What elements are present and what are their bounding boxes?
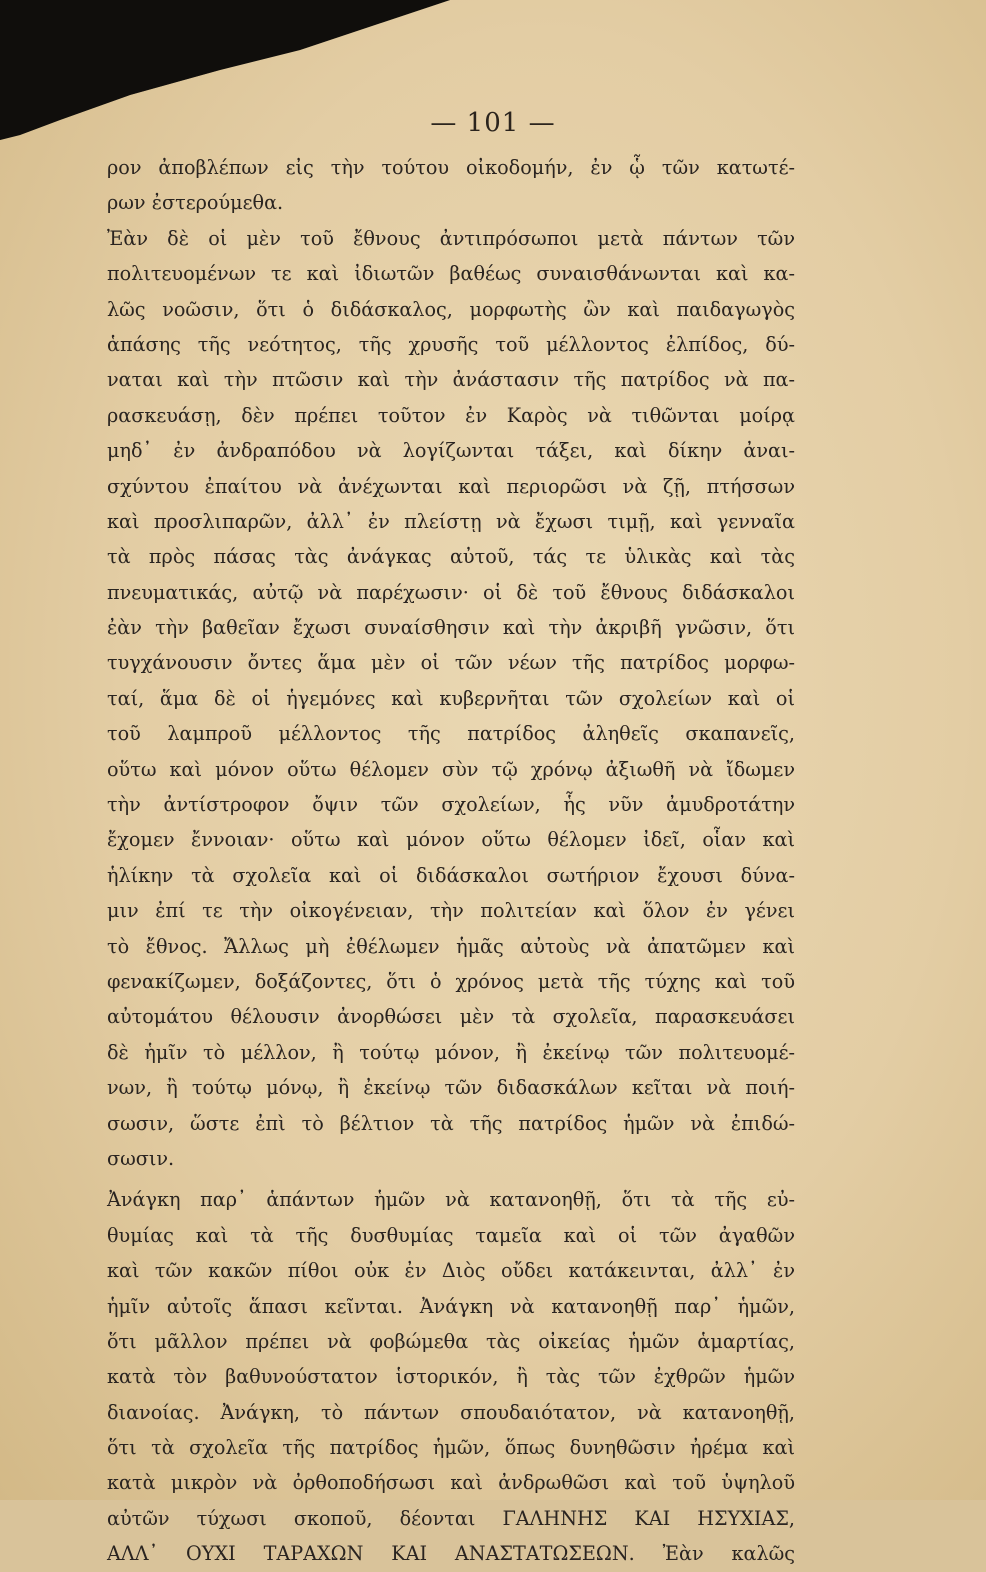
- text-line: λῶς νοῶσιν, ὅτι ὁ διδάσκαλος, μορφωτὴς ὢν καὶ παιδαγωγὸς: [107, 297, 795, 321]
- page-number: — 101 —: [430, 108, 556, 138]
- text-line: τοῦ λαμπροῦ μέλλοντος τῆς πατρίδος ἀληθεῖς σκαπανεῖς,: [107, 722, 795, 746]
- text-line: καὶ προσλιπαρῶν, ἀλλ᾽ ἐν πλείστῃ νὰ ἔχωσι τιμῇ, καὶ γενναῖα: [107, 509, 795, 533]
- text-line: κατὰ τὸν βαθυνούστατον ἱστορικόν, ἢ τὰς τῶν ἐχθρῶν ἡμῶν: [107, 1365, 795, 1389]
- text-line: διανοίας. Ἀνάγκη, τὸ πάντων σπουδαιότατον, νὰ κατανοηθῇ,: [107, 1400, 795, 1424]
- text-line: οὕτω καὶ μόνον οὕτω θέλομεν σὺν τῷ χρόνῳ ἀξιωθῆ νὰ ἴδωμεν: [107, 757, 795, 781]
- text-line: πολιτευομένων τε καὶ ἰδιωτῶν βαθέως συναισθάνωνται καὶ κα-: [107, 262, 795, 286]
- text-line: αὐτῶν τύχωσι σκοποῦ, δέονται ΓΑΛΗΝΗΣ ΚΑΙ ΗΣΥΧΙΑΣ,: [107, 1506, 795, 1530]
- text-line: ΑΛΛ᾽ ΟΥΧΙ ΤΑΡΑΧΩΝ ΚΑΙ ΑΝΑΣΤΑΤΩΣΕΩΝ. Ἐὰν καλῶς: [107, 1542, 795, 1566]
- text-line: μιν ἐπί τε τὴν οἰκογένειαν, τὴν πολιτείαν καὶ ὅλον ἐν γένει: [107, 899, 795, 923]
- text-line: ἐὰν τὴν βαθεῖαν ἔχωσι συναίσθησιν καὶ τὴν ἀκριβῆ γνῶσιν, ὅτι: [107, 616, 795, 640]
- text-line: νων, ἢ τούτῳ μόνῳ, ἢ ἐκείνῳ τῶν διδασκάλων κεῖται νὰ ποιή-: [107, 1076, 795, 1100]
- text-line: κατὰ μικρὸν νὰ ὀρθοποδήσωσι καὶ ἀνδρωθῶσι καὶ τοῦ ὑψηλοῦ: [107, 1471, 795, 1495]
- text-line: ἔχομεν ἔννοιαν· οὕτω καὶ μόνον οὕτω θέλομεν ἰδεῖ, οἷαν καὶ: [107, 828, 795, 852]
- text-line: ἁπάσης τῆς νεότητος, τῆς χρυσῆς τοῦ μέλλοντος ἐλπίδος, δύ-: [107, 332, 795, 356]
- text-line: φενακίζωμεν, δοξάζοντες, ὅτι ὁ χρόνος μετὰ τῆς τύχης καὶ τοῦ: [107, 969, 795, 993]
- text-line: ρον ἀποβλέπων εἰς τὴν τούτου οἰκοδομήν, ἐν ᾧ τῶν κατωτέ-: [107, 156, 795, 179]
- body-text: [107, 150, 795, 1572]
- text-line: ὅτι τὰ σχολεῖα τῆς πατρίδος ἡμῶν, ὅπως δυνηθῶσιν ἠρέμα καὶ: [107, 1436, 795, 1460]
- text-line: θυμίας καὶ τὰ τῆς δυσθυμίας ταμεῖα καὶ οἱ τῶν ἀγαθῶν: [107, 1223, 795, 1247]
- text-line: σωσιν, ὥστε ἐπὶ τὸ βέλτιον τὰ τῆς πατρίδος ἡμῶν νὰ ἐπιδώ-: [107, 1111, 795, 1135]
- text-line: Ἀνάγκη παρ᾽ ἁπάντων ἡμῶν νὰ κατανοηθῇ, ὅτι τὰ τῆς εὐ-: [107, 1188, 795, 1212]
- text-line: τὸ ἔθνος. Ἄλλως μὴ ἐθέλωμεν ἡμᾶς αὐτοὺς νὰ ἀπατῶμεν καὶ: [107, 934, 795, 958]
- text-line: τὴν ἀντίστροφον ὄψιν τῶν σχολείων, ἧς νῦν ἀμυδροτάτην: [107, 793, 795, 817]
- text-line: ὅτι μᾶλλον πρέπει νὰ φοβώμεθα τὰς οἰκείας ἡμῶν ἁμαρτίας,: [107, 1329, 795, 1353]
- text-line: ἡμῖν αὐτοῖς ἅπασι κεῖνται. Ἀνάγκη νὰ κατανοηθῇ παρ᾽ ἡμῶν,: [107, 1294, 795, 1318]
- text-line: πνευματικάς, αὐτῷ νὰ παρέχωσιν· οἱ δὲ τοῦ ἔθνους διδάσκαλοι: [107, 580, 795, 604]
- text-line: τὰ πρὸς πάσας τὰς ἀνάγκας αὐτοῦ, τάς τε ὑλικὰς καὶ τὰς: [107, 545, 795, 569]
- text-line: ἡλίκην τὰ σχολεῖα καὶ οἱ διδάσκαλοι σωτήριον ἔχουσι δύνα-: [107, 863, 795, 887]
- text-line: ρασκευάσῃ, δὲν πρέπει τοῦτον ἐν Καρὸς νὰ τιθῶνται μοίρᾳ: [107, 403, 795, 427]
- text-line: Ἐὰν δὲ οἱ μὲν τοῦ ἔθνους ἀντιπρόσωποι μετὰ πάντων τῶν: [107, 226, 795, 250]
- text-line: αὐτομάτου θέλουσιν ἀνορθώσει μὲν τὰ σχολεῖα, παρασκευάσει: [107, 1005, 795, 1029]
- text-line: καὶ τῶν κακῶν πίθοι οὐκ ἐν Διὸς οὔδει κατάκεινται, ἀλλ᾽ ἐν: [107, 1259, 795, 1283]
- text-line: σχύντου ἐπαίτου νὰ ἀνέχωνται καὶ περιορῶσι νὰ ζῇ, πτήσσων: [107, 474, 795, 498]
- text-line: ναται καὶ τὴν πτῶσιν καὶ τὴν ἀνάστασιν τῆς πατρίδος νὰ πα-: [107, 368, 795, 392]
- text-line: δὲ ἡμῖν τὸ μέλλον, ἢ τούτῳ μόνον, ἢ ἐκείνῳ τῶν πολιτευομέ-: [107, 1040, 795, 1064]
- text-line: ταί, ἅμα δὲ οἱ ἡγεμόνες καὶ κυβερνῆται τῶν σχολείων καὶ οἱ: [107, 686, 795, 710]
- text-line: σωσιν.: [107, 1146, 175, 1170]
- text-line: μηδ᾽ ἐν ἀνδραπόδου νὰ λογίζωνται τάξει, καὶ δίκην ἀναι-: [107, 439, 795, 463]
- text-line: ρων ἐστερούμεθα.: [107, 191, 284, 215]
- text-line: τυγχάνουσιν ὄντες ἅμα μὲν οἱ τῶν νέων τῆς πατρίδος μορφω-: [107, 651, 795, 675]
